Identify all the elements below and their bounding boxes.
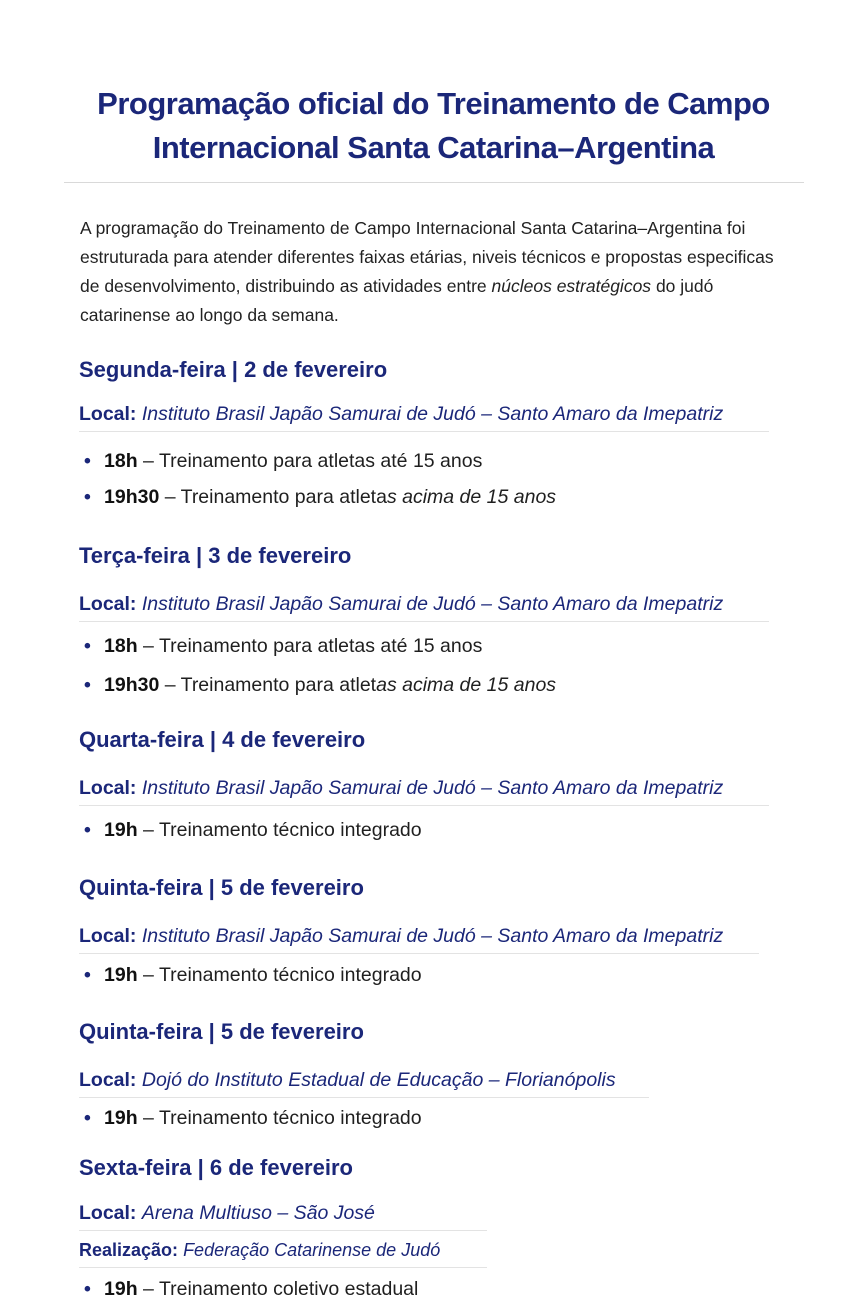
title-line-2: Internacional Santa Catarina–Argentina (152, 130, 715, 165)
schedule-item (84, 1104, 422, 1132)
item-text: – Treinamento técnico integrado (143, 1107, 422, 1129)
item-time: 18h (104, 635, 138, 657)
bullet-icon: • (84, 674, 91, 696)
item-text: – Treinamento para atletas até 15 anos (143, 635, 483, 657)
item-text: – Treinamento para atlet (164, 674, 377, 696)
location-value: Instituto Brasil Japão Samurai de Judó – Santo Amaro da Imepatriz (141, 777, 724, 799)
item-text: – Treinamento técnico integrado (143, 819, 422, 841)
item-text: – Treinamento para atleta (164, 486, 387, 508)
intro-text-after: do judó catarinense ao longo da semana. (80, 276, 714, 325)
title-divider (64, 182, 804, 183)
location-value: Arena Multiuso – São José (141, 1202, 375, 1224)
schedule-item (84, 816, 422, 844)
location-friday (79, 1199, 487, 1231)
location-label: Local: (79, 925, 137, 947)
location-wednesday (79, 774, 769, 806)
bullet-icon: • (84, 486, 91, 508)
schedule-item (84, 671, 556, 699)
location-label: Local: (79, 777, 137, 799)
organizer-label: Realização: (79, 1240, 179, 1260)
location-label: Local: (79, 1069, 137, 1091)
item-time: 19h30 (104, 674, 160, 696)
location-thursday (79, 922, 759, 954)
item-time: 19h (104, 1107, 138, 1129)
day-heading-friday: Sexta-feira | 6 de fevereiro (79, 1155, 353, 1180)
organizer-value: Federação Catarinense de Judó (183, 1240, 441, 1260)
schedule-item (84, 632, 482, 660)
intro-text-before: A programação do Treinamento de Campo Internacional Santa Catarina–Argentina foi estruturada para atender diferentes faixas etárias, niveis técnicos e propostas especificas de desenvolvimento, distribuindo as atividades entre (80, 218, 774, 296)
location-label: Local: (79, 403, 137, 425)
location-tuesday (79, 590, 769, 622)
item-text: – Treinamento técnico integrado (143, 964, 422, 986)
bullet-icon: • (84, 819, 91, 841)
bullet-icon: • (84, 1278, 91, 1300)
item-time: 19h30 (104, 486, 160, 508)
schedule-item (84, 1275, 418, 1303)
schedule-item (84, 483, 556, 511)
item-time: 19h (104, 1278, 138, 1300)
intro-paragraph (80, 214, 792, 330)
bullet-icon: • (84, 635, 91, 657)
intro-emphasis: núcleos estratégicos (491, 276, 652, 296)
item-time: 19h (104, 964, 138, 986)
page-title (0, 82, 867, 170)
item-text: – Treinamento coletivo estadual (143, 1278, 419, 1300)
item-time: 19h (104, 819, 138, 841)
location-thursday-2 (79, 1066, 649, 1098)
day-heading-thursday: Quinta-feira | 5 de fevereiro (79, 875, 364, 900)
day-heading-monday: Segunda-feira | 2 de fevereiro (79, 357, 388, 382)
location-label: Local: (79, 1202, 137, 1224)
item-text-italic: s acima de 15 anos (386, 486, 557, 508)
organizer-friday (79, 1236, 487, 1268)
item-text: – Treinamento para atletas até 15 anos (143, 450, 483, 472)
title-line-1: Programação oficial do Treinamento de Campo (97, 86, 770, 121)
item-text-italic: as acima de 15 anos (376, 674, 557, 696)
location-value: Instituto Brasil Japão Samurai de Judó – Santo Amaro da Imepatriz (141, 593, 724, 615)
bullet-icon: • (84, 964, 91, 986)
location-value: Instituto Brasil Japão Samurai de Judó – Santo Amaro da Imepatriz (141, 925, 724, 947)
item-time: 18h (104, 450, 138, 472)
schedule-item (84, 447, 482, 475)
day-heading-tuesday: Terça-feira | 3 de fevereiro (79, 543, 352, 568)
day-heading-thursday-2: Quinta-feira | 5 de fevereiro (79, 1019, 364, 1044)
day-heading-wednesday: Quarta-feira | 4 de fevereiro (79, 727, 366, 752)
location-value: Instituto Brasil Japão Samurai de Judó – Santo Amaro da Imepatriz (141, 403, 724, 425)
location-monday (79, 400, 769, 432)
schedule-item (84, 961, 422, 989)
location-value: Dojó do Instituto Estadual de Educação – Florianópolis (141, 1069, 616, 1091)
bullet-icon: • (84, 1107, 91, 1129)
bullet-icon: • (84, 450, 91, 472)
location-label: Local: (79, 593, 137, 615)
